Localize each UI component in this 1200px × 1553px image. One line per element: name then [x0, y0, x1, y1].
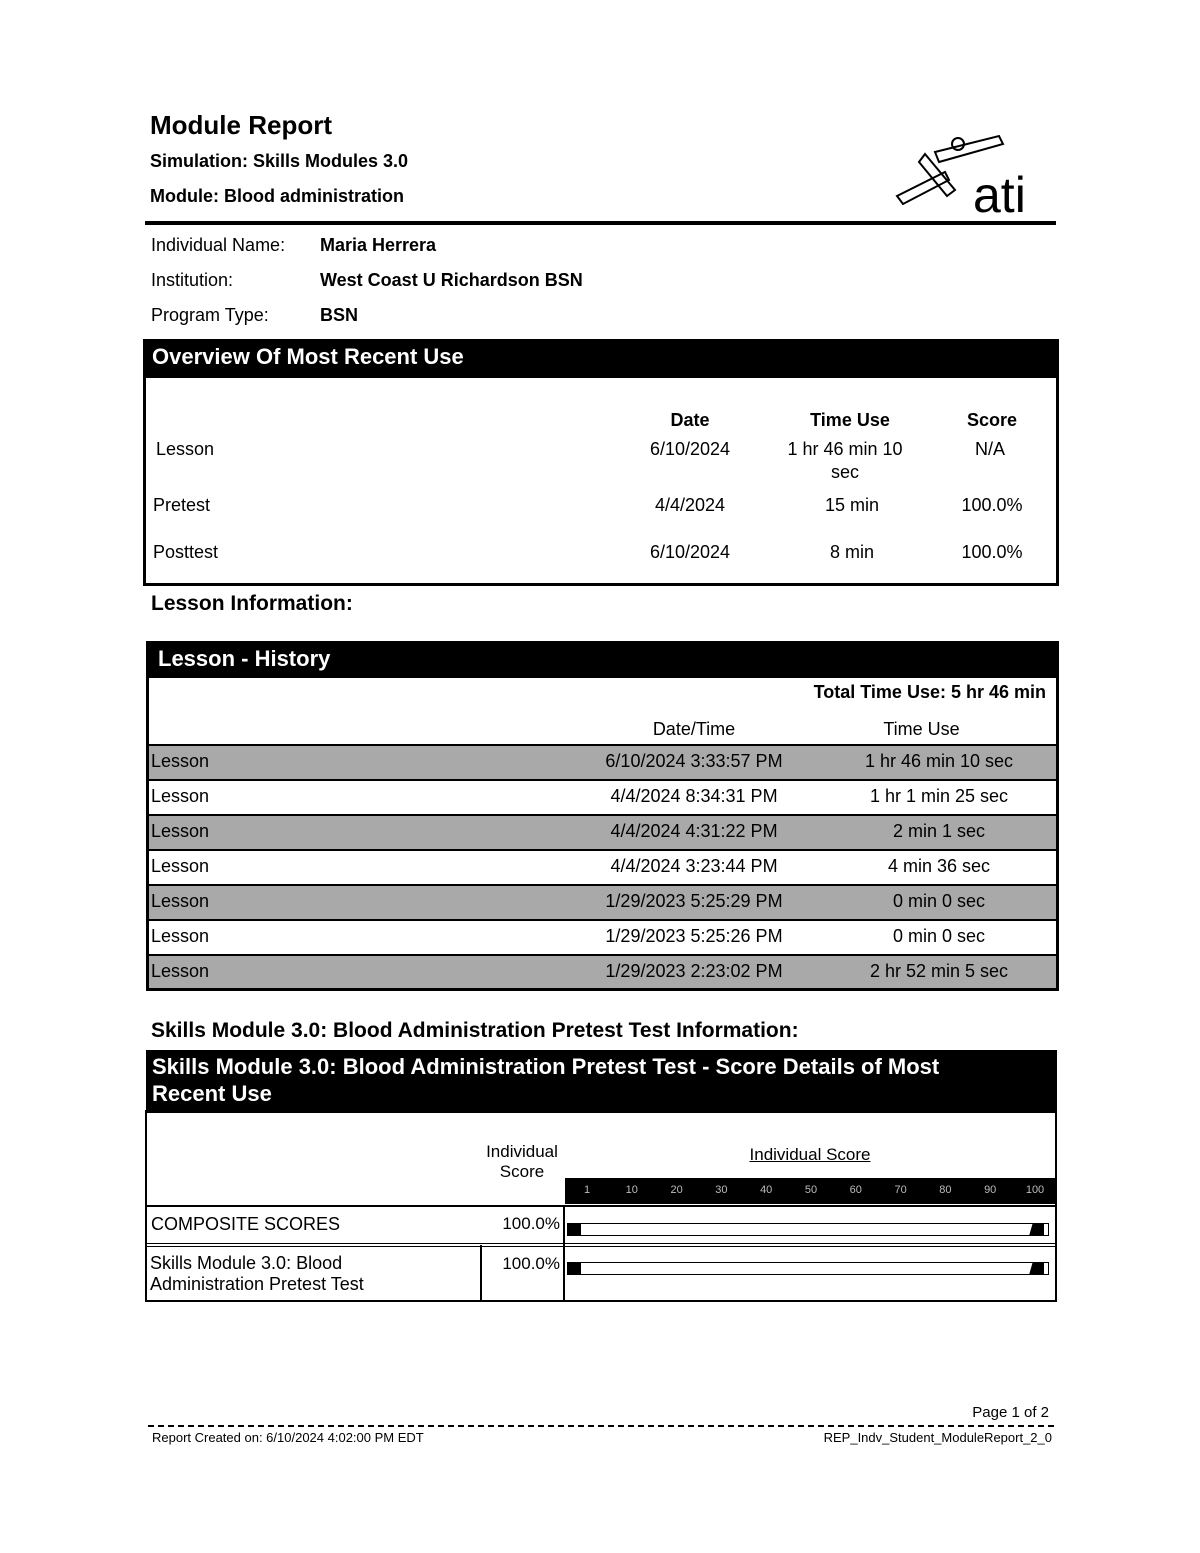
row-label: Lesson — [151, 751, 210, 771]
overview-row-label: Pretest — [153, 495, 211, 515]
lesson-info-title: Lesson Information: — [151, 592, 353, 615]
table-row — [149, 956, 1056, 988]
score-bar-marker — [1029, 1262, 1044, 1275]
score-row-label-line2: Administration Pretest Test — [150, 1274, 364, 1294]
ati-logo — [895, 132, 1040, 217]
score-row-value: 100.0% — [502, 1214, 560, 1233]
overview-col-time: Time Use — [810, 410, 890, 430]
score-scale-axis — [565, 1178, 1055, 1204]
overview-row-label: Posttest — [153, 542, 219, 562]
scale-tick-label: 70 — [894, 1184, 907, 1196]
scale-tick-label: 1 — [583, 1184, 591, 1196]
scale-tick-label: 30 — [715, 1184, 728, 1196]
individual-score-header-line2: Score — [499, 1162, 545, 1181]
simulation-label: Simulation: Skills Modules 3.0 — [150, 151, 409, 171]
column-divider — [563, 1205, 565, 1301]
row-label: Lesson — [151, 856, 210, 876]
row-datetime: 6/10/2024 3:33:57 PM — [605, 751, 783, 771]
chart-title: Individual Score — [749, 1145, 871, 1164]
row-time: 4 min 36 sec — [887, 856, 991, 876]
overview-row-score: N/A — [974, 439, 1005, 459]
table-row — [149, 886, 1056, 919]
scale-tick-label: 60 — [849, 1184, 862, 1196]
scale-tick-label: 100 — [1025, 1184, 1045, 1196]
name-label: Individual Name: — [151, 235, 286, 255]
scale-tick-label: 20 — [670, 1184, 683, 1196]
individual-score-header — [480, 1142, 564, 1182]
table-row — [149, 921, 1056, 954]
table-row — [149, 746, 1056, 779]
score-row-label-line1: Skills Module 3.0: Blood — [150, 1253, 343, 1273]
pretest-info-title: Skills Module 3.0: Blood Administration Pretest Test Information: — [151, 1019, 799, 1042]
table-row — [149, 781, 1056, 814]
score-bar-track — [567, 1262, 1049, 1275]
row-datetime: 4/4/2024 3:23:44 PM — [610, 856, 778, 876]
history-total: Total Time Use: 5 hr 46 min — [813, 682, 1046, 702]
history-title: Lesson - History — [149, 644, 1056, 678]
row-divider — [145, 1205, 1057, 1207]
score-row-value: 100.0% — [502, 1254, 560, 1273]
overview-row-time: 8 min — [829, 542, 874, 562]
row-label: Lesson — [151, 891, 210, 911]
program-value: BSN — [320, 305, 359, 325]
overview-col-date: Date — [670, 410, 710, 430]
row-datetime: 1/29/2023 2:23:02 PM — [605, 961, 783, 981]
overview-row-score: 100.0% — [961, 542, 1023, 562]
row-datetime: 4/4/2024 4:31:22 PM — [610, 821, 778, 841]
page-number: Page 1 of 2 — [972, 1404, 1049, 1421]
row-datetime: 4/4/2024 8:34:31 PM — [610, 786, 778, 806]
overview-row-date: 6/10/2024 — [649, 439, 731, 459]
pretest-score-title-line1: Skills Module 3.0: Blood Administration Pretest Test - Score Details of Most — [152, 1054, 940, 1079]
row-time: 2 hr 52 min 5 sec — [869, 961, 1009, 981]
row-divider — [145, 1243, 1057, 1247]
report-id: REP_Indv_Student_ModuleReport_2_0 — [823, 1430, 1052, 1445]
scale-tick-label: 50 — [804, 1184, 818, 1196]
row-time: 2 min 1 sec — [892, 821, 986, 841]
history-col-datetime: Date/Time — [652, 719, 736, 739]
scale-tick-label: 40 — [760, 1184, 773, 1196]
score-bar-start — [568, 1224, 581, 1235]
row-time: 0 min 0 sec — [892, 926, 986, 946]
score-bar-start — [568, 1263, 581, 1274]
row-label: Lesson — [151, 821, 210, 841]
overview-row-time: 15 min — [824, 495, 880, 515]
overview-row-time: 1 hr 46 min 10 — [787, 439, 903, 459]
overview-col-score: Score — [966, 410, 1018, 430]
overview-row-time-cont: sec — [830, 462, 859, 482]
scale-tick-label: 80 — [939, 1184, 952, 1196]
logo-text: ati — [973, 167, 1026, 217]
scale-tick-label: 10 — [625, 1184, 638, 1196]
row-datetime: 1/29/2023 5:25:26 PM — [605, 926, 783, 946]
footer-divider — [148, 1425, 1054, 1427]
header-divider — [145, 221, 1056, 225]
module-label: Module: Blood administration — [150, 186, 404, 206]
table-row — [149, 851, 1056, 884]
score-bar-track — [567, 1223, 1049, 1236]
row-datetime: 1/29/2023 5:25:29 PM — [605, 891, 783, 911]
row-time: 1 hr 46 min 10 sec — [864, 751, 1014, 771]
score-row-label: COMPOSITE SCORES — [151, 1214, 341, 1234]
overview-row-label: Lesson — [156, 439, 215, 459]
pretest-score-title-line2: Recent Use — [152, 1081, 272, 1106]
individual-score-header-line1: Individual — [486, 1142, 558, 1161]
overview-row-date: 6/10/2024 — [649, 542, 731, 562]
history-col-time: Time Use — [883, 719, 960, 739]
page-title: Module Report — [150, 110, 332, 140]
overview-row-score: 100.0% — [961, 495, 1023, 515]
pretest-score-title — [146, 1050, 1057, 1113]
row-time: 0 min 0 sec — [892, 891, 986, 911]
overview-row-date: 4/4/2024 — [654, 495, 726, 515]
score-bar-marker — [1029, 1223, 1044, 1236]
name-value: Maria Herrera — [320, 235, 437, 255]
table-row — [149, 816, 1056, 849]
overview-title: Overview Of Most Recent Use — [146, 342, 1056, 378]
institution-label: Institution: — [151, 270, 234, 290]
row-label: Lesson — [151, 926, 210, 946]
institution-value: West Coast U Richardson BSN — [320, 270, 583, 290]
report-created: Report Created on: 6/10/2024 4:02:00 PM EDT — [152, 1430, 424, 1445]
score-row-label — [150, 1253, 364, 1295]
row-label: Lesson — [151, 786, 210, 806]
row-label: Lesson — [151, 961, 210, 981]
scale-tick-label: 90 — [984, 1184, 997, 1196]
program-label: Program Type: — [151, 305, 269, 325]
row-time: 1 hr 1 min 25 sec — [869, 786, 1009, 806]
